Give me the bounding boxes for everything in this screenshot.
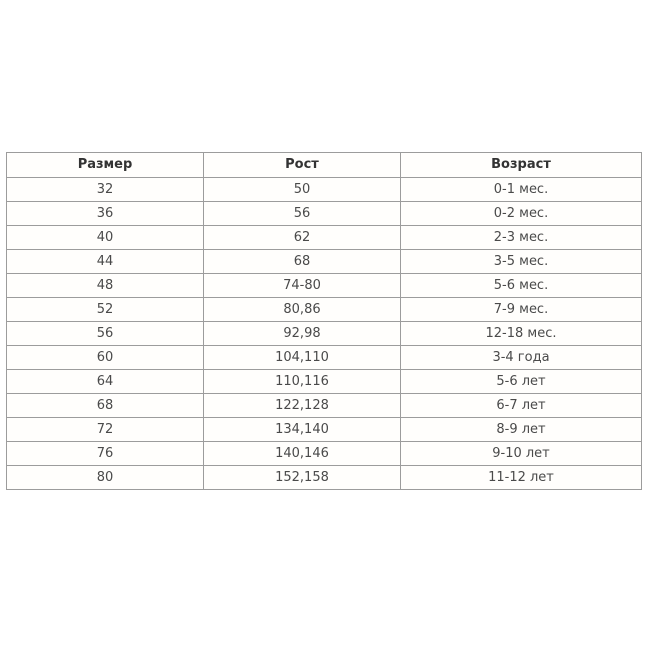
table-header-row [7, 153, 642, 178]
cell-size: 40 [7, 226, 204, 250]
cell-age: 11-12 лет [401, 466, 642, 490]
cell-size: 48 [7, 274, 204, 298]
cell-age: 8-9 лет [401, 418, 642, 442]
cell-height: 68 [204, 250, 401, 274]
cell-height: 74-80 [204, 274, 401, 298]
cell-height: 56 [204, 202, 401, 226]
cell-age: 5-6 мес. [401, 274, 642, 298]
size-chart-table [6, 152, 642, 490]
header-age: Возраст [401, 153, 642, 178]
cell-age: 3-5 мес. [401, 250, 642, 274]
cell-height: 92,98 [204, 322, 401, 346]
cell-age: 12-18 мес. [401, 322, 642, 346]
cell-size: 44 [7, 250, 204, 274]
table-row [7, 394, 642, 418]
table-row [7, 370, 642, 394]
cell-age: 7-9 мес. [401, 298, 642, 322]
cell-age: 5-6 лет [401, 370, 642, 394]
table-row [7, 346, 642, 370]
table-row [7, 250, 642, 274]
cell-height: 62 [204, 226, 401, 250]
cell-height: 110,116 [204, 370, 401, 394]
cell-size: 36 [7, 202, 204, 226]
cell-size: 60 [7, 346, 204, 370]
cell-age: 9-10 лет [401, 442, 642, 466]
table-row [7, 418, 642, 442]
table-row [7, 226, 642, 250]
cell-age: 0-1 мес. [401, 178, 642, 202]
cell-height: 80,86 [204, 298, 401, 322]
header-height: Рост [204, 153, 401, 178]
cell-height: 134,140 [204, 418, 401, 442]
cell-size: 72 [7, 418, 204, 442]
table-row [7, 178, 642, 202]
cell-size: 80 [7, 466, 204, 490]
cell-height: 50 [204, 178, 401, 202]
table-row [7, 442, 642, 466]
cell-size: 32 [7, 178, 204, 202]
cell-size: 52 [7, 298, 204, 322]
cell-age: 0-2 мес. [401, 202, 642, 226]
cell-height: 140,146 [204, 442, 401, 466]
table-row [7, 466, 642, 490]
cell-age: 3-4 года [401, 346, 642, 370]
table-row [7, 322, 642, 346]
cell-height: 122,128 [204, 394, 401, 418]
cell-height: 152,158 [204, 466, 401, 490]
cell-size: 56 [7, 322, 204, 346]
cell-age: 2-3 мес. [401, 226, 642, 250]
table-row [7, 202, 642, 226]
cell-age: 6-7 лет [401, 394, 642, 418]
cell-height: 104,110 [204, 346, 401, 370]
table-row [7, 274, 642, 298]
header-size: Размер [7, 153, 204, 178]
cell-size: 76 [7, 442, 204, 466]
cell-size: 64 [7, 370, 204, 394]
cell-size: 68 [7, 394, 204, 418]
table-row [7, 298, 642, 322]
